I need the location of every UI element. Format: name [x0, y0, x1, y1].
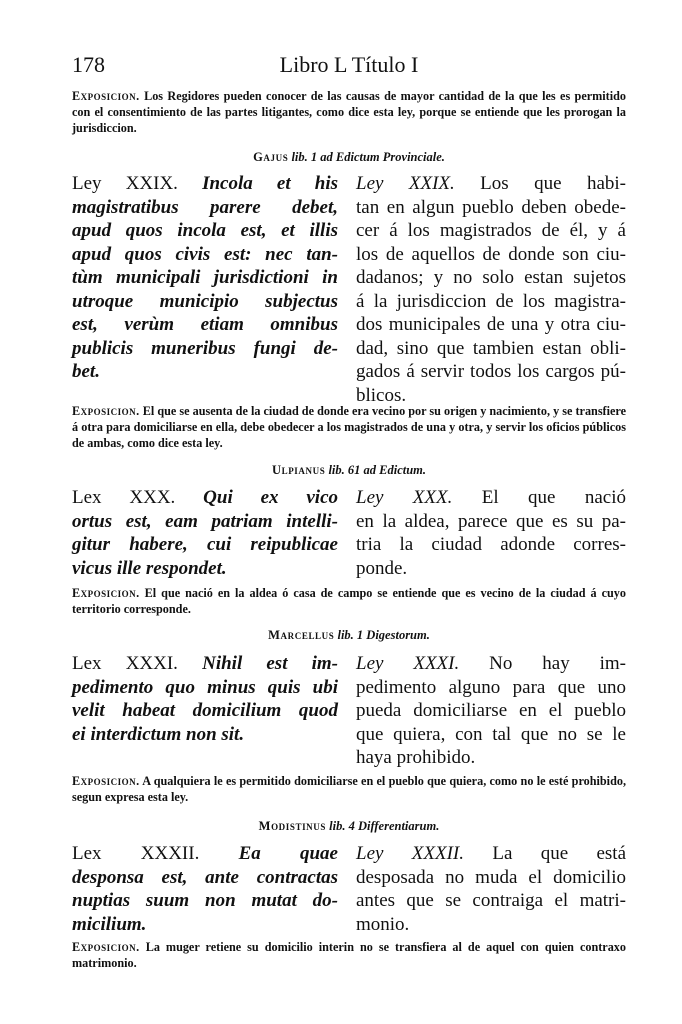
spanish-column: Ley XXXII. La que está desposada no muda el domicilio antes que se contraiga el matri- monio. [356, 843, 627, 935]
law-source: Ulpianus lib. 61 ad Edictum. [271, 463, 427, 477]
exposicion-text: Los Regidores pueden conocer de las causas de mayor cantidad de la que les es permitido con el consentimiento de las partes litigantes, como dice esta ley, porque se entiende que les prorogan la jurisdiccion. [72, 89, 627, 135]
running-title: Libro L Título I [279, 52, 419, 77]
law-29 [72, 172, 626, 406]
law-exposicion: Exposicion. El que nació en la aldea ó casa de campo se entiende que es vecino de la ciudad á cuyo territorio corresponde. [72, 586, 626, 616]
law-32 [72, 842, 626, 936]
law-heading-spanish: Ley XXIX. [356, 173, 455, 194]
exposicion-label: Exposicion. [72, 89, 140, 103]
latin-column: Ley XXIX. Incola et his magistratibus parere debet, apud quos incola est, et illis apud quos civis est: nec tan- tùm municipali jurisdictioni in utroque municipio subjectus est, verùm etiam omnibus publicis muneribus fungi de- bet. [72, 173, 339, 382]
intro-exposicion [72, 88, 626, 136]
law-exposicion: Exposicion. La muger retiene su domicilio interin no se transfiera al de aquel con quien contraxo matrimonio. [72, 940, 626, 970]
page-header [72, 52, 626, 84]
spanish-column: Ley XXXI. No hay im- pedimento alguno para que uno pueda domiciliarse en el pueblo que quiera, con tal que no se le haya prohibido. [356, 653, 626, 768]
law-heading-latin: Ley XXIX. [72, 173, 178, 194]
law-30 [72, 486, 626, 580]
latin-column: Lex XXXII. Ea quae desponsa est, ante contractas nuptias suum non mutat do- micilium. [72, 843, 338, 935]
law-exposicion: Exposicion. A qualquiera le es permitido domiciliarse en el pueblo que quiera, como no le esté prohibido, segun expresa esta ley. [72, 774, 626, 804]
law-31 [72, 652, 626, 770]
law-source: Modistinus lib. 4 Differentiarum. [258, 819, 440, 833]
law-source: Marcellus lib. 1 Digestorum. [268, 628, 430, 642]
law-source: Gajus lib. 1 ad Edictum Provinciale. [253, 150, 445, 164]
spanish-column: Ley XXIX. Los que habi- tan en algun pueblo deben obede- cer á los magistrados de él, y á los de aquellos de donde son ciu- dadanos; y no solo estan sujetos á la jurisdiccion de los magistra- dos municipales de una y otra ciu- dad, sino que tambien estan obli- gados á servir todos los cargos pú- blicos. [356, 173, 626, 406]
latin-column: Lex XXX. Qui ex vico ortus est, eam patriam intelli- gitur habere, cui reipublicae vicus ille respondet. [72, 487, 339, 579]
spanish-column: Ley XXX. El que nació en la aldea, parece que es su pa- tria la ciudad adonde corres- ponde. [356, 487, 627, 579]
page-number: 178 [72, 52, 105, 77]
law-exposicion: Exposicion. El que se ausenta de la ciudad de donde era vecino por su origen y nacimiento, y se transfiere á otra para domiciliarse en ella, debe obedecer a los magistrados de una y otra, y servir los oficios públicos de ambas, como dice esta ley. [72, 404, 627, 450]
latin-column: Lex XXXI. Nihil est im- pedimento quo minus quis ubi velit habeat domicilium quod ei interdictum non sit. [72, 653, 339, 745]
